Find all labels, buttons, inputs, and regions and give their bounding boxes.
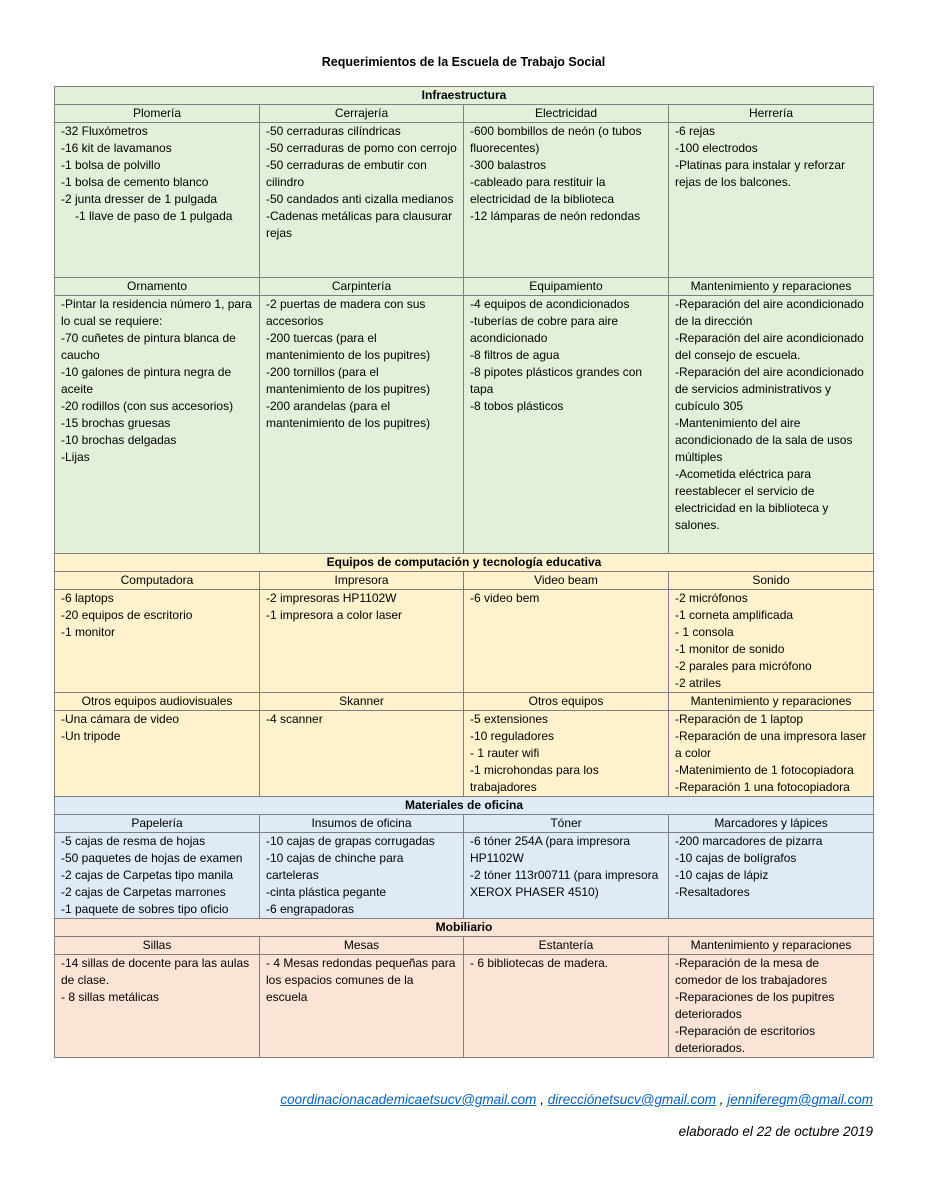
header-row: [55, 105, 874, 123]
list-item: -1 llave de paso de 1 pulgada: [75, 209, 233, 223]
list-item: -Reparación de una impresora laser a color: [675, 729, 867, 760]
list-item: - 8 sillas metálicas: [61, 990, 160, 1004]
column-header: Computadora: [55, 572, 260, 590]
list-cell-computadora: [55, 590, 260, 693]
content-row: [55, 123, 874, 278]
list-item: -2 tóner 113r00711 (para impresora XEROX PHASER 4510): [470, 868, 659, 899]
list-cell-audiovisuales: [55, 711, 260, 797]
header-row: [55, 937, 874, 955]
section-row-equipos: [55, 554, 874, 572]
list-cell-otros-equipos: [464, 711, 669, 797]
section-row-mobiliario: [55, 919, 874, 937]
list-item: -70 cuñetes de pintura blanca de caucho: [61, 331, 236, 362]
list-item: -15 brochas gruesas: [61, 416, 171, 430]
list-item: -200 tuercas (para el mantenimiento de los pupitres): [266, 331, 431, 362]
list-cell-mantenimiento: [669, 711, 874, 797]
list-item: -6 rejas: [675, 124, 716, 138]
list-item: -8 pipotes plásticos grandes con tapa: [470, 365, 643, 396]
list-item: -200 tornillos (para el mantenimiento de los pupitres): [266, 365, 431, 396]
list-cell-equipamiento: [464, 296, 669, 554]
list-cell-mantenimiento: [669, 296, 874, 554]
list-item: -14 sillas de docente para las aulas de clase.: [61, 956, 250, 987]
section-title-infraestructura: Infraestructura: [55, 87, 874, 105]
email-link[interactable]: coordinacionacademicaetsucv@gmail.com: [280, 1092, 537, 1107]
list-item: -Matenimiento de 1 fotocopiadora: [675, 763, 854, 777]
list-item: -2 atriles: [675, 676, 722, 690]
header-row: [55, 572, 874, 590]
list-item: -50 paquetes de hojas de examen: [61, 851, 243, 865]
content-row: [55, 711, 874, 797]
list-item: -Platinas para instalar y reforzar rejas de los balcones.: [675, 158, 846, 189]
list-item: -8 filtros de agua: [470, 348, 560, 362]
list-item: -1 bolsa de polvillo: [61, 158, 161, 172]
list-cell-toner: [464, 833, 669, 919]
column-header: Marcadores y lápices: [669, 815, 874, 833]
list-item: -Un tripode: [61, 729, 121, 743]
column-header: Mantenimiento y reparaciones: [669, 937, 874, 955]
list-item: -50 cerraduras de pomo con cerrojo: [266, 141, 457, 155]
list-cell-impresora: [260, 590, 464, 693]
list-item: -1 corneta amplificada: [675, 608, 794, 622]
list-cell-video-beam: [464, 590, 669, 693]
list-item: -Reparación de la mesa de comedor de los trabajadores: [675, 956, 828, 987]
column-header: Herrería: [669, 105, 874, 123]
column-header: Skanner: [260, 693, 464, 711]
list-item: -Reparación del aire acondicionado de la dirección: [675, 297, 864, 328]
column-header: Impresora: [260, 572, 464, 590]
list-item: -100 electrodos: [675, 141, 758, 155]
list-cell-carpinteria: [260, 296, 464, 554]
requirements-table: [54, 86, 874, 1058]
column-header: Mesas: [260, 937, 464, 955]
list-item: -50 cerraduras de embutir con cilindro: [266, 158, 427, 189]
footer-emails: [280, 1092, 873, 1107]
list-item: -Resaltadores: [675, 885, 750, 899]
list-item: -1 impresora a color laser: [266, 608, 403, 622]
list-item: -50 cerraduras cilíndricas: [266, 124, 401, 138]
list-item: -6 video bem: [470, 591, 540, 605]
content-row: [55, 955, 874, 1058]
header-row: [55, 693, 874, 711]
column-header: Mantenimiento y reparaciones: [669, 693, 874, 711]
list-item: -Reparación 1 una fotocopiadora: [675, 780, 850, 794]
list-item: -Una cámara de video: [61, 712, 180, 726]
email-link[interactable]: jenniferegm@gmail.com: [727, 1092, 873, 1107]
column-header: Video beam: [464, 572, 669, 590]
list-item: -Reparación del aire acondicionado de servicios administrativos y cubículo 305: [675, 365, 864, 413]
list-item: -Reparación de 1 laptop: [675, 712, 804, 726]
content-row: [55, 833, 874, 919]
list-item: -Mantenimiento del aire acondicionado de la sala de usos múltiples: [675, 416, 853, 464]
list-item: -10 cajas de grapas corrugadas: [266, 834, 435, 848]
section-title-mobiliario: Mobiliario: [55, 919, 874, 937]
list-item: - 1 consola: [675, 625, 734, 639]
list-cell-electricidad: [464, 123, 669, 278]
list-item: -Cadenas metálicas para clausurar rejas: [266, 209, 453, 240]
list-item: -2 cajas de Carpetas marrones: [61, 885, 226, 899]
section-row-materiales: [55, 797, 874, 815]
list-item: -12 lámparas de neón redondas: [470, 209, 641, 223]
list-item: -5 extensiones: [470, 712, 549, 726]
list-item: -1 paquete de sobres tipo oficio: [61, 902, 229, 916]
list-item: -4 equipos de acondicionados: [470, 297, 630, 311]
column-header: Carpintería: [260, 278, 464, 296]
list-item: -2 parales para micrófono: [675, 659, 812, 673]
footer-date: elaborado el 22 de octubre 2019: [678, 1124, 873, 1139]
list-item: -1 microhondas para los trabajadores: [470, 763, 599, 794]
list-cell-papeleria: [55, 833, 260, 919]
column-header: Tóner: [464, 815, 669, 833]
column-header: Otros equipos audiovisuales: [55, 693, 260, 711]
section-row-infraestructura: [55, 87, 874, 105]
column-header: Plomería: [55, 105, 260, 123]
list-item: -6 laptops: [61, 591, 114, 605]
list-item: -Lijas: [61, 450, 90, 464]
list-cell-herreria: [669, 123, 874, 278]
list-item: -5 cajas de resma de hojas: [61, 834, 206, 848]
list-item: -cinta plástica pegante: [266, 885, 387, 899]
list-item: -20 equipos de escritorio: [61, 608, 193, 622]
document-title: Requerimientos de la Escuela de Trabajo Social: [321, 55, 606, 69]
list-item: -200 marcadores de pizarra: [675, 834, 823, 848]
email-separator: ,: [715, 1092, 728, 1107]
list-item: -4 scanner: [266, 712, 323, 726]
list-item: -10 cajas de chinche para carteleras: [266, 851, 404, 882]
list-cell-plomeria: [55, 123, 260, 278]
list-item: -2 impresoras HP1102W: [266, 591, 397, 605]
header-row: [55, 815, 874, 833]
column-header: Mantenimiento y reparaciones: [669, 278, 874, 296]
list-item: -10 galones de pintura negra de aceite: [61, 365, 232, 396]
header-row: [55, 278, 874, 296]
list-cell-cerrajeria: [260, 123, 464, 278]
column-header: Cerrajería: [260, 105, 464, 123]
list-item: - 6 bibliotecas de madera.: [470, 956, 609, 970]
list-cell-sonido: [669, 590, 874, 693]
list-item: -300 balastros: [470, 158, 547, 172]
list-item: -Reparación del aire acondicionado del consejo de escuela.: [675, 331, 864, 362]
list-cell-mesas: [260, 955, 464, 1058]
list-item: -6 tóner 254A (para impresora HP1102W: [470, 834, 631, 865]
list-item: -200 arandelas (para el mantenimiento de los pupitres): [266, 399, 431, 430]
section-title-equipos: Equipos de computación y tecnología educativa: [55, 554, 874, 572]
list-item: -2 junta dresser de 1 pulgada: [61, 192, 218, 206]
list-item: -2 micrófonos: [675, 591, 748, 605]
column-header: Ornamento: [55, 278, 260, 296]
list-item: -10 brochas delgadas: [61, 433, 177, 447]
list-item: -50 candados anti cizalla medianos: [266, 192, 454, 206]
list-item: -Reparaciones de los pupitres deteriorados: [675, 990, 835, 1021]
column-header: Equipamiento: [464, 278, 669, 296]
column-header: Sonido: [669, 572, 874, 590]
email-link[interactable]: direcciónetsucv@gmail.com: [547, 1092, 716, 1107]
list-cell-insumos: [260, 833, 464, 919]
section-title-materiales: Materiales de oficina: [55, 797, 874, 815]
list-cell-sillas: [55, 955, 260, 1058]
column-header: Estantería: [464, 937, 669, 955]
list-item: -8 tobos plásticos: [470, 399, 564, 413]
list-item: -2 cajas de Carpetas tipo manila: [61, 868, 234, 882]
list-cell-ornamento: [55, 296, 260, 554]
column-header: Sillas: [55, 937, 260, 955]
content-row: [55, 296, 874, 554]
list-item: -Reparación de escritorios deteriorados.: [675, 1024, 816, 1055]
list-item: -10 cajas de lápiz: [675, 868, 769, 882]
list-cell-skanner: [260, 711, 464, 797]
list-item: -600 bombillos de neón (o tubos fluorecentes): [470, 124, 642, 155]
list-item: - 4 Mesas redondas pequeñas para los espacios comunes de la escuela: [266, 956, 456, 1004]
list-item: -10 reguladores: [470, 729, 555, 743]
list-item: -20 rodillos (con sus accesorios): [61, 399, 234, 413]
column-header: Papelería: [55, 815, 260, 833]
list-item: -6 engrapadoras: [266, 902, 355, 916]
list-item: -Acometida eléctrica para reestablecer el servicio de electricidad en la biblioteca y salones.: [675, 467, 829, 532]
list-item: -cableado para restituir la electricidad de la biblioteca: [470, 175, 615, 206]
column-header: Otros equipos: [464, 693, 669, 711]
list-item: -Pintar la residencia número 1, para lo cual se requiere:: [61, 297, 252, 328]
list-item: -tuberías de cobre para aire acondicionado: [470, 314, 619, 345]
list-cell-estanteria: [464, 955, 669, 1058]
list-cell-marcadores: [669, 833, 874, 919]
list-item: - 1 rauter wifi: [470, 746, 540, 760]
list-item: -1 monitor de sonido: [675, 642, 785, 656]
email-separator: ,: [536, 1092, 548, 1107]
list-item: -1 bolsa de cemento blanco: [61, 175, 209, 189]
column-header: Electricidad: [464, 105, 669, 123]
column-header: Insumos de oficina: [260, 815, 464, 833]
list-cell-mantenimiento: [669, 955, 874, 1058]
list-item: -1 monitor: [61, 625, 116, 639]
content-row: [55, 590, 874, 693]
list-item: -16 kit de lavamanos: [61, 141, 172, 155]
list-item: -10 cajas de bolígrafos: [675, 851, 797, 865]
list-item: -32 Fluxómetros: [61, 124, 148, 138]
list-item: -2 puertas de madera con sus accesorios: [266, 297, 426, 328]
